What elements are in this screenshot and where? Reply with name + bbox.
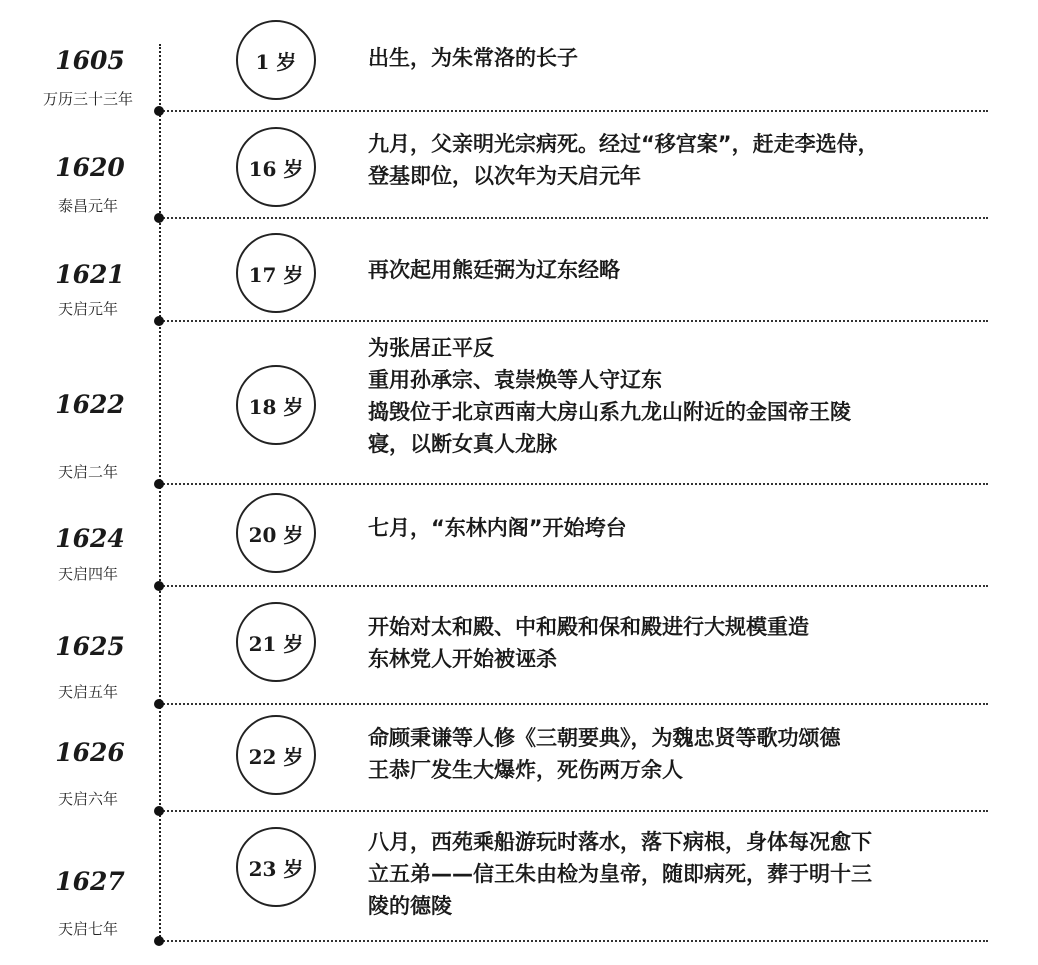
- event-list: [368, 512, 998, 544]
- event-text: 重用孙承宗、袁崇焕等人守辽东: [368, 368, 662, 392]
- event-text: 捣毁位于北京西南大房山系九龙山附近的金国帝王陵: [368, 400, 851, 424]
- event-text: 出生，为朱常洛的长子: [368, 46, 578, 70]
- event-text: 东林党人开始被诬杀: [368, 647, 557, 671]
- era-label: 天启四年: [57, 565, 118, 583]
- year-label: 1627: [55, 867, 125, 896]
- event-text: 登基即位，以次年为天启元年: [368, 164, 641, 188]
- row-separator: [160, 110, 988, 112]
- age-badge: 1 岁: [236, 20, 316, 100]
- row-separator: [160, 217, 988, 219]
- event-list: [368, 722, 998, 786]
- era-label: 天启二年: [57, 463, 118, 481]
- event-text: 九月，父亲明光宗病死。经过“移宫案”，赶走李选侍，: [368, 132, 879, 156]
- event-list: [368, 611, 998, 675]
- year-label: 1605: [55, 46, 125, 75]
- event-list: [368, 332, 998, 460]
- row-separator: [160, 483, 988, 485]
- event-text: 再次起用熊廷弼为辽东经略: [368, 258, 620, 282]
- age-badge: 23 岁: [236, 827, 316, 907]
- era-label: 泰昌元年: [57, 197, 118, 215]
- event-text: 命顾秉谦等人修《三朝要典》，为魏忠贤等歌功颂德: [368, 726, 841, 750]
- event-list: [368, 826, 998, 922]
- year-label: 1620: [55, 153, 125, 182]
- year-label: 1621: [55, 260, 125, 289]
- row-separator: [160, 320, 988, 322]
- era-label: 天启七年: [57, 920, 118, 938]
- age-badge: 22 岁: [236, 715, 316, 795]
- era-label: 天启六年: [57, 790, 118, 808]
- event-list: [368, 254, 998, 286]
- row-separator: [160, 940, 988, 942]
- timeline-node: [154, 699, 164, 709]
- age-badge: 16 岁: [236, 127, 316, 207]
- event-text: 立五弟——信王朱由检为皇帝，随即病死，葬于明十三: [368, 862, 872, 886]
- timeline-node: [154, 936, 164, 946]
- timeline-node: [154, 479, 164, 489]
- event-list: [368, 42, 998, 74]
- row-separator: [160, 703, 988, 705]
- timeline-node: [154, 316, 164, 326]
- event-list: [368, 128, 998, 192]
- timeline-node: [154, 806, 164, 816]
- row-separator: [160, 585, 988, 587]
- event-text: 七月，“东林内阁”开始垮台: [368, 516, 627, 540]
- event-text: 寝，以断女真人龙脉: [368, 432, 557, 456]
- year-label: 1624: [55, 524, 125, 553]
- year-label: 1625: [55, 632, 125, 661]
- timeline-node: [154, 581, 164, 591]
- age-badge: 20 岁: [236, 493, 316, 573]
- event-text: 八月，西苑乘船游玩时落水，落下病根，身体每况愈下: [368, 830, 872, 854]
- age-badge: 21 岁: [236, 602, 316, 682]
- era-label: 天启五年: [57, 683, 118, 701]
- age-badge: 17 岁: [236, 233, 316, 313]
- era-label: 天启元年: [57, 300, 118, 318]
- event-text: 为张居正平反: [368, 336, 494, 360]
- timeline-node: [154, 213, 164, 223]
- timeline-node: [154, 106, 164, 116]
- event-text: 王恭厂发生大爆炸，死伤两万余人: [368, 758, 683, 782]
- row-separator: [160, 810, 988, 812]
- age-badge: 18 岁: [236, 365, 316, 445]
- year-label: 1622: [55, 390, 125, 419]
- event-text: 陵的德陵: [368, 894, 452, 918]
- year-label: 1626: [55, 738, 125, 767]
- era-label: 万历三十三年: [42, 90, 133, 108]
- event-text: 开始对太和殿、中和殿和保和殿进行大规模重造: [368, 615, 809, 639]
